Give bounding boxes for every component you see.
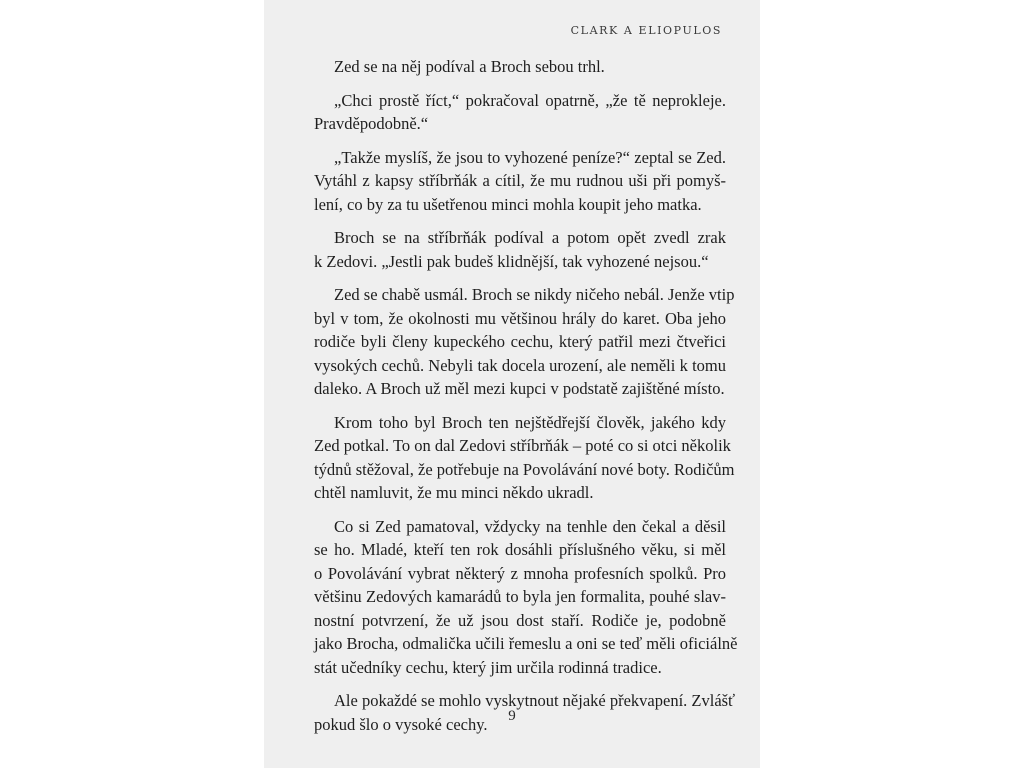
text-line: Krom toho byl Broch ten nejštědřejší člověk, jakého kdy: [334, 412, 726, 432]
paragraph: [314, 89, 726, 136]
text-line: „Takže myslíš, že jsou to vyhozené peníze?“ zeptal se Zed.: [334, 147, 726, 167]
text-line: většinu Zedových kamarádů to byla jen formalita, pouhé slav-: [314, 587, 726, 606]
text-line: se ho. Mladé, kteří ten rok dosáhli příslušného věku, si měl: [314, 540, 726, 559]
text-line: Zed se na něj podíval a Broch sebou trhl.: [334, 57, 605, 76]
text-line: Zed potkal. To on dal Zedovi stříbrňák – poté co si otci několik: [314, 436, 731, 455]
text-line: týdnů stěžoval, že potřebuje na Povolávání nové boty. Rodičům: [314, 459, 735, 479]
paragraph: [314, 283, 735, 401]
book-page: [264, 0, 760, 768]
text-line: Co si Zed pamatoval, vždycky na tenhle den čekal a děsil: [334, 516, 726, 536]
text-line: Ale pokaždé se mohlo vyskytnout nějaké překvapení. Zvlášť: [334, 691, 736, 710]
text-line: Broch se na stříbrňák podíval a potom opět zvedl zrak: [334, 228, 726, 247]
text-line: daleko. A Broch už měl mezi kupci v podstatě zajištěné místo.: [314, 379, 725, 398]
running-head: CLARK A ELIOPULOS: [570, 24, 722, 37]
paragraph: [314, 226, 726, 273]
text-line: byl v tom, že okolnosti mu většinou hrály do karet. Oba jeho: [314, 308, 726, 328]
text-line: o Povolávání vybrat některý z mnoha profesních spolků. Pro: [314, 563, 726, 583]
text-line: chtěl namluvit, že mu minci někdo ukradl.: [314, 483, 594, 502]
paragraph: [314, 411, 735, 505]
text-line: nostní potvrzení, že už jsou dost staří. Rodiče je, podobně: [314, 610, 726, 630]
paragraph: [314, 515, 738, 680]
text-line: rodiče byli členy kupeckého cechu, který patřil mezi čtveřici: [314, 332, 726, 351]
text-line: vysokých cechů. Nebyli tak docela urození, ale neměli k tomu: [314, 355, 726, 375]
text-line: „Chci prostě říct,“ pokračoval opatrně, „že tě neprokleje.: [334, 90, 726, 110]
paragraph: [314, 146, 726, 217]
text-line: lení, co by za tu ušetřenou minci mohla koupit jeho matka.: [314, 194, 702, 214]
paragraph: [314, 55, 726, 79]
text-line: Pravděpodobně.“: [314, 114, 429, 133]
text-line: stát učedníky cechu, který jim určila rodinná tradice.: [314, 657, 662, 677]
text-line: k Zedovi. „Jestli pak budeš klidnější, tak vyhozené nejsou.“: [314, 251, 709, 271]
text-line: Zed se chabě usmál. Broch se nikdy ničeho nebál. Jenže vtip: [334, 285, 735, 304]
text-line: Vytáhl z kapsy stříbrňák a cítil, že mu rudnou uši při pomyš-: [314, 171, 726, 190]
page-number: 9: [508, 708, 516, 724]
body-text: [314, 55, 738, 736]
text-line: jako Brocha, odmalička učili řemeslu a oni se teď měli oficiálně: [314, 634, 738, 653]
text-line: pokud šlo o vysoké cechy.: [314, 714, 488, 734]
